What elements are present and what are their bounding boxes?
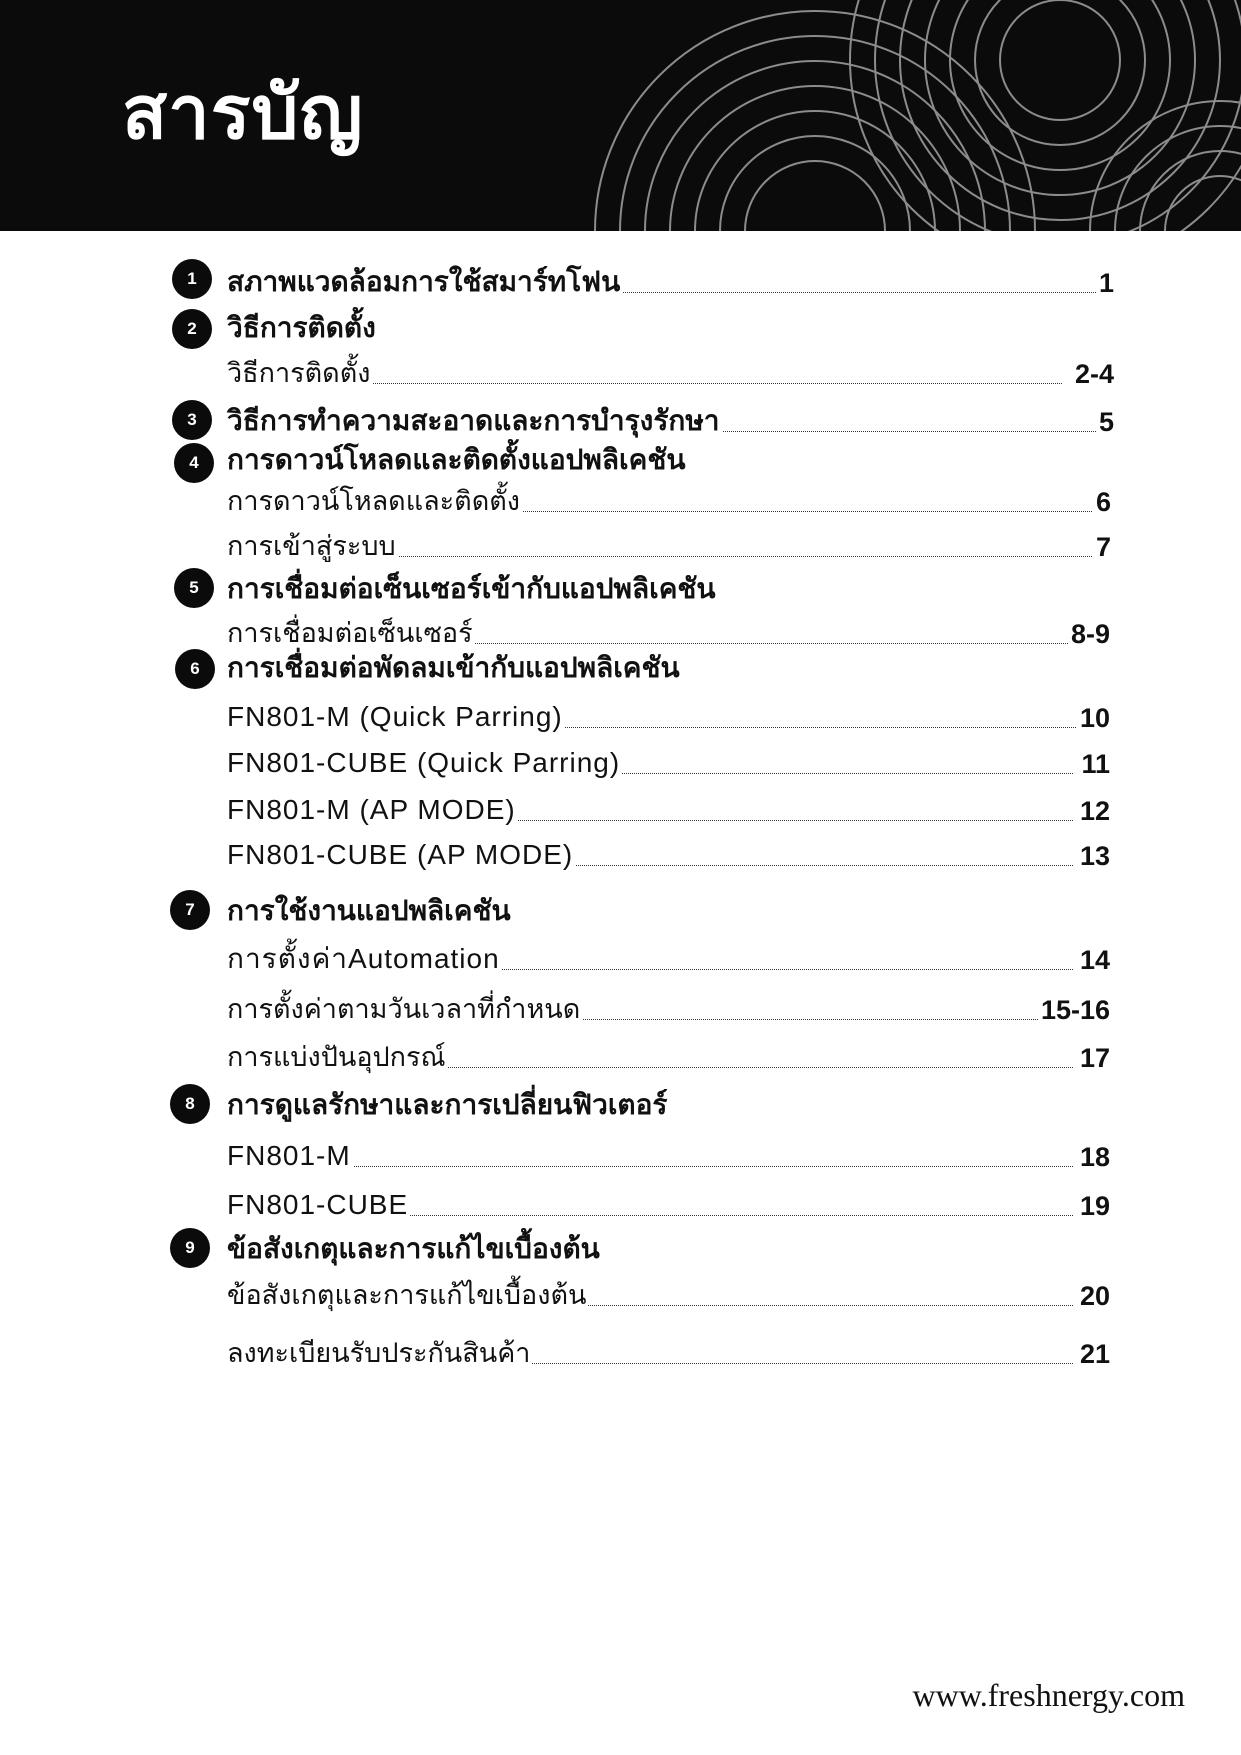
page-number: 15-16 xyxy=(1038,994,1110,1026)
toc-section-8[interactable] xyxy=(0,1082,1241,1126)
page-number: 2-4 xyxy=(1072,358,1114,390)
toc-item[interactable] xyxy=(0,350,1241,394)
section-title: ข้อสังเกตุและการแก้ไขเบื้องต้น xyxy=(227,1232,600,1266)
page-title: สารบัญ xyxy=(122,70,364,156)
toc-section-4[interactable] xyxy=(0,437,1241,481)
section-title: การดาวน์โหลดและติดตั้งแอปพลิเคชัน xyxy=(227,443,686,477)
section-title: การเชื่อมต่อพัดลมเข้ากับแอปพลิเคชัน xyxy=(227,651,680,685)
item-label: การเข้าสู่ระบบ xyxy=(227,530,396,562)
toc-item[interactable] xyxy=(0,478,1241,522)
item-label: วิธีการติดตั้ง xyxy=(227,357,371,389)
toc-item[interactable] xyxy=(0,787,1241,831)
item-label: FN801-M (Quick Parring) xyxy=(227,701,563,733)
item-label: การเชื่อมต่อเซ็นเซอร์ xyxy=(227,617,473,649)
section-number-badge: 8 xyxy=(170,1084,210,1124)
page-number: 12 xyxy=(1077,795,1110,827)
section-number-badge: 9 xyxy=(170,1228,210,1268)
page-number: 20 xyxy=(1077,1280,1110,1312)
toc-section-7[interactable] xyxy=(0,888,1241,932)
item-label: ลงทะเบียนรับประกันสินค้า xyxy=(227,1337,531,1369)
toc-item[interactable] xyxy=(0,1272,1241,1316)
toc-item[interactable] xyxy=(0,1330,1241,1374)
section-number-badge: 1 xyxy=(172,259,212,299)
toc-item[interactable] xyxy=(0,936,1241,980)
section-number-badge: 4 xyxy=(174,443,214,483)
toc-item[interactable] xyxy=(0,832,1241,876)
website-url[interactable]: www.freshnergy.com xyxy=(912,1677,1185,1713)
section-title: การใช้งานแอปพลิเคชัน xyxy=(227,894,511,928)
section-title: วิธีการติดตั้ง xyxy=(227,311,376,345)
item-label: FN801-CUBE (AP MODE) xyxy=(227,839,574,871)
page-number: 14 xyxy=(1077,944,1110,976)
item-label: การตั้งค่าAutomation xyxy=(227,943,500,975)
toc-section-1[interactable] xyxy=(0,259,1241,303)
page-number: 18 xyxy=(1077,1141,1110,1173)
item-label: FN801-CUBE (Quick Parring) xyxy=(227,747,621,779)
section-title: วิธีการทำความสะอาดและการบำรุงรักษา xyxy=(227,404,720,438)
section-number-badge: 3 xyxy=(172,400,212,440)
item-label: ข้อสังเกตุและการแก้ไขเบื้องต้น xyxy=(227,1279,587,1311)
page-number: 19 xyxy=(1077,1190,1110,1222)
section-title: การดูแลรักษาและการเปลี่ยนฟิวเตอร์ xyxy=(227,1088,668,1122)
page-number: 6 xyxy=(1093,486,1111,518)
toc-item[interactable] xyxy=(0,1182,1241,1226)
item-label: การตั้งค่าตามวันเวลาที่กำหนด xyxy=(227,993,581,1025)
page-number: 7 xyxy=(1093,531,1111,563)
toc-section-5[interactable] xyxy=(0,566,1241,610)
item-label: การแบ่งปันอุปกรณ์ xyxy=(227,1041,446,1073)
page-number: 1 xyxy=(1096,267,1114,299)
toc-item[interactable] xyxy=(0,1133,1241,1177)
item-label: การดาวน์โหลดและติดตั้ง xyxy=(227,485,520,517)
section-title: การเชื่อมต่อเซ็นเซอร์เข้ากับแอปพลิเคชัน xyxy=(227,572,716,606)
item-label: FN801-CUBE xyxy=(227,1189,409,1221)
item-label: FN801-M (AP MODE) xyxy=(227,794,516,826)
page-number: 5 xyxy=(1096,406,1114,438)
page-number: 10 xyxy=(1077,702,1110,734)
page-number: 8-9 xyxy=(1068,618,1110,650)
dot-leader xyxy=(230,1166,1073,1167)
item-label: FN801-M xyxy=(227,1140,351,1172)
section-number-badge: 6 xyxy=(175,649,215,689)
header-banner xyxy=(0,0,1241,231)
toc-item[interactable] xyxy=(0,523,1241,567)
section-title: สภาพแวดล้อมการใช้สมาร์ทโฟน xyxy=(227,265,621,299)
section-number-badge: 2 xyxy=(172,309,212,349)
page-number: 21 xyxy=(1077,1338,1110,1370)
page-number: 17 xyxy=(1077,1042,1110,1074)
toc-item[interactable] xyxy=(0,986,1241,1030)
toc-item[interactable] xyxy=(0,694,1241,738)
toc-section-3[interactable] xyxy=(0,398,1241,442)
section-number-badge: 5 xyxy=(174,568,214,608)
page-number: 13 xyxy=(1077,840,1110,872)
toc-section-2[interactable] xyxy=(0,305,1241,349)
toc-item[interactable] xyxy=(0,1034,1241,1078)
section-number-badge: 7 xyxy=(170,890,210,930)
toc-section-9[interactable] xyxy=(0,1226,1241,1270)
toc-section-6[interactable] xyxy=(0,645,1241,689)
page-number: 11 xyxy=(1078,748,1110,780)
toc-item[interactable] xyxy=(0,740,1241,784)
